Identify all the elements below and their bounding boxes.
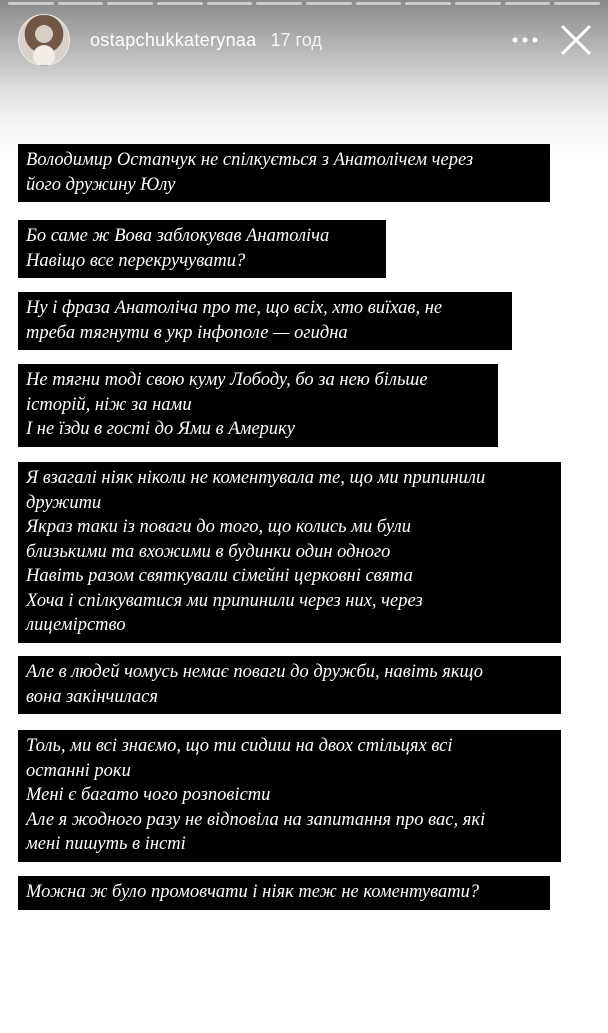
text-block: Бо саме ж Вова заблокував Анатоліча Навіщо все перекручувати? — [18, 220, 386, 278]
progress-segment — [455, 2, 501, 5]
text-block: Толь, ми всі знаємо, що ти сидиш на двох стільцях всі останні роки Мені є багато чого розповісти Але я жодного разу не відповіла на запитання про вас, які мені пишуть в інсті — [18, 730, 561, 862]
progress-segment — [8, 2, 54, 5]
progress-segment — [107, 2, 153, 5]
progress-segment — [405, 2, 451, 5]
text-block: Але в людей чомусь немає поваги до дружби, навіть якщо вона закінчилася — [18, 656, 561, 714]
progress-segment — [356, 2, 402, 5]
progress-segment — [207, 2, 253, 5]
more-horizontal-icon[interactable] — [510, 25, 540, 55]
text-block: Не тягни тоді свою куму Лободу, бо за нею більше історій, ніж за нами І не їзди в гості до Ями в Америку — [18, 364, 498, 447]
avatar[interactable] — [18, 14, 70, 66]
username[interactable]: ostapchukkaterynaa — [90, 29, 257, 50]
story-header — [18, 14, 594, 66]
post-time: 17 год — [270, 29, 322, 50]
text-block: Володимир Остапчук не спілкується з Анатолічем через його дружину Юлу — [18, 144, 550, 202]
progress-segment — [306, 2, 352, 5]
text-block: Можна ж було промовчати і ніяк теж не коментувати? — [18, 876, 550, 910]
story-progress-bar — [8, 2, 600, 5]
text-block: Я взагалі ніяк ніколи не коментувала те, що ми припинили дружити Якраз таки із поваги до того, що колись ми були близькими та вхожими в будинки один одного Навіть разом святкували сімейні церковні свята Хоча і спілкуватися ми припинили через них, через лицемірство — [18, 462, 561, 643]
progress-segment — [58, 2, 104, 5]
progress-segment — [505, 2, 551, 5]
text-block: Ну і фраза Анатоліча про те, що всіх, хто виїхав, не треба тягнути в укр інфополе — огидна — [18, 292, 512, 350]
close-icon[interactable] — [558, 22, 594, 58]
progress-segment — [157, 2, 203, 5]
progress-segment — [256, 2, 302, 5]
progress-segment — [554, 2, 600, 5]
